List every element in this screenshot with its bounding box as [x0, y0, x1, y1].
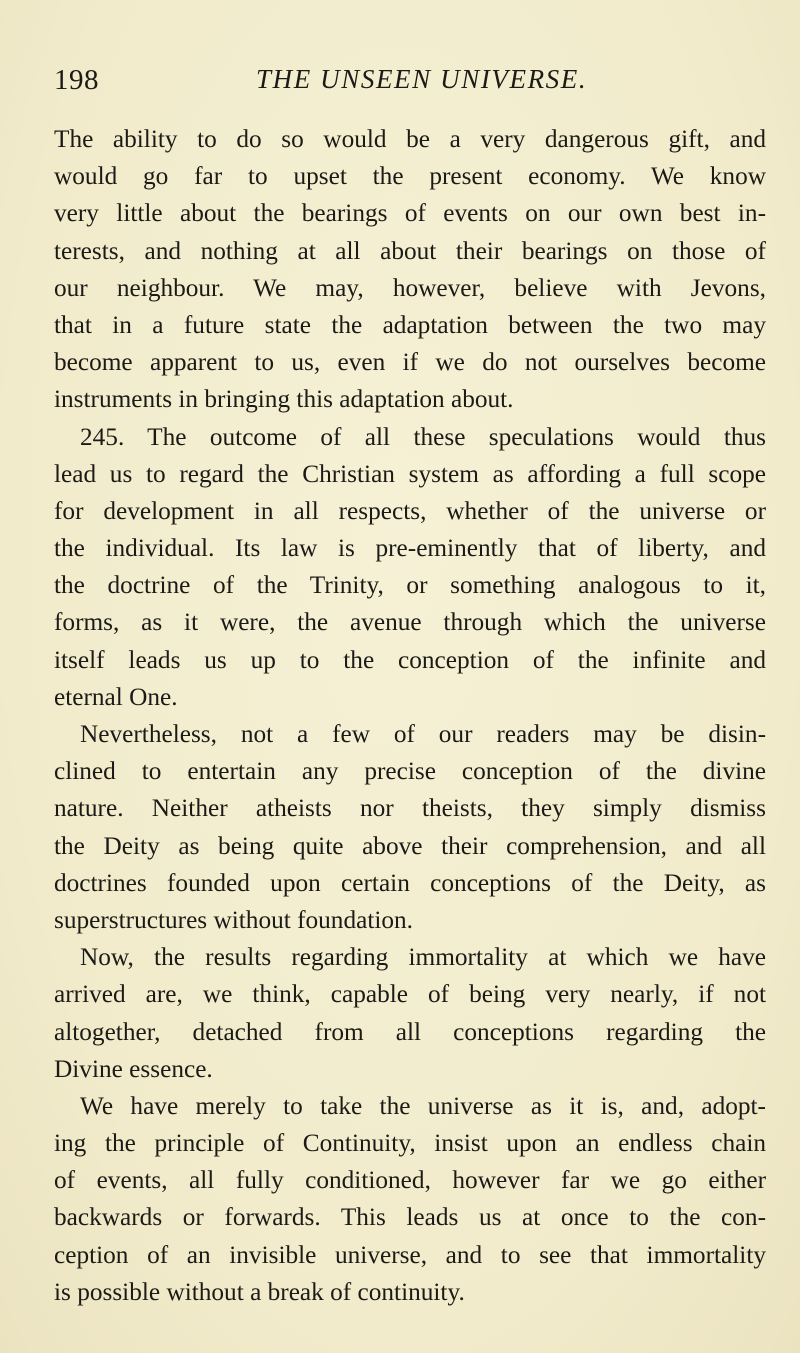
text-line: forms, as it were, the avenue through which the universe — [54, 608, 766, 637]
text-line: The ability to do so would be a very dangerous gift, and — [54, 125, 766, 153]
text-line: become apparent to us, even if we do not ourselves become — [54, 348, 766, 377]
text-line: Now, the results regarding immortality at which we have — [80, 943, 766, 972]
text-line: is possible without a break of continuity. — [54, 1277, 465, 1306]
text-line: ception of an invisible universe, and to see that immortality — [54, 1240, 766, 1269]
text-line: Nevertheless, not a few of our readers may be disin- — [80, 720, 766, 748]
text-line: very little about the bearings of events on our own best in- — [54, 199, 766, 228]
running-head — [0, 64, 800, 104]
text-line: of events, all fully conditioned, however far we go either — [54, 1166, 766, 1195]
text-line: our neighbour. We may, however, believe with Jevons, — [54, 273, 766, 302]
text-line: backwards or forwards. This leads us at once to the con- — [54, 1203, 766, 1232]
text-line: the Deity as being quite above their comprehension, and all — [54, 831, 766, 860]
text-line: Divine essence. — [54, 1054, 213, 1083]
text-line: superstructures without foundation. — [54, 905, 414, 934]
text-line: lead us to regard the Christian system as affording a full scope — [54, 459, 766, 488]
text-line: We have merely to take the universe as it is, and, adopt- — [80, 1091, 766, 1120]
text-line: that in a future state the adaptation between the two may — [54, 310, 766, 339]
page-number: 198 — [54, 64, 99, 96]
text-line: eternal One. — [54, 682, 178, 711]
text-line: nature. Neither atheists nor theists, they simply dismiss — [54, 794, 766, 823]
text-line: would go far to upset the present economy. We know — [54, 162, 766, 191]
text-line: arrived are, we think, capable of being very nearly, if not — [54, 980, 766, 1009]
text-line: altogether, detached from all conceptions regarding the — [54, 1017, 766, 1046]
text-line: instruments in bringing this adaptation about. — [54, 385, 514, 414]
body-text — [54, 121, 766, 1311]
text-line: terests, and nothing at all about their bearings on those of — [54, 236, 766, 265]
text-line: 245. The outcome of all these speculations would thus — [80, 422, 766, 451]
text-line: clined to entertain any precise conception of the divine — [54, 757, 766, 786]
text-line: doctrines founded upon certain conceptions of the Deity, as — [54, 868, 766, 897]
running-title: THE UNSEEN UNIVERSE. — [256, 64, 588, 94]
text-line: itself leads us up to the conception of the infinite and — [54, 645, 766, 674]
text-line: ing the principle of Continuity, insist upon an endless chain — [54, 1129, 766, 1158]
text-line: for development in all respects, whether of the universe or — [54, 496, 766, 525]
text-line: the individual. Its law is pre-eminently that of liberty, and — [54, 534, 766, 563]
text-line: the doctrine of the Trinity, or something analogous to it, — [54, 571, 766, 600]
